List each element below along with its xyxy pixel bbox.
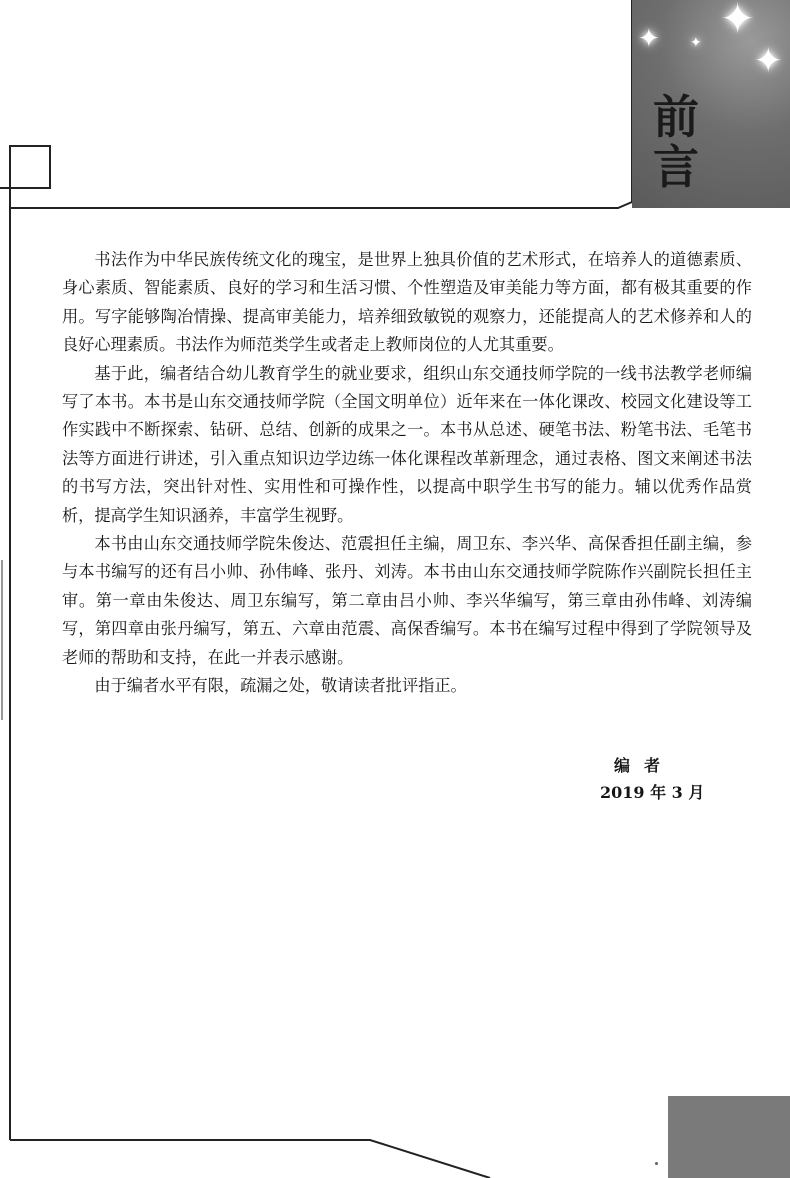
page-title [652, 92, 700, 192]
page-title-text: 前言 [653, 90, 699, 194]
bottom-corner-block [668, 1096, 790, 1178]
star-icon: ✦ [754, 41, 783, 81]
signature-author: 编者 [614, 756, 675, 775]
preface-body [62, 246, 752, 701]
star-icon: ✦ [690, 35, 702, 51]
frame-top-line [10, 0, 632, 208]
signature-block [600, 752, 730, 806]
frame-bottom-line [10, 1140, 490, 1178]
corner-square [10, 146, 50, 188]
signature-date: 2019 年 3 月 [600, 783, 705, 802]
page-dot [655, 1162, 658, 1165]
paragraph: 书法作为中华民族传统文化的瑰宝，是世界上独具价值的艺术形式，在培养人的道德素质、身心素质、智能素质、良好的学习和生活习惯、个性塑造及审美能力等方面，都有极其重要的作用。写字能够陶冶情操、提高审美能力，培养细致敏锐的观察力，还能提高人的艺术修养和人的良好心理素质。书法作为师范类学生或者走上教师岗位的人尤其重要。 [62, 250, 752, 355]
star-icon: ✦ [638, 24, 660, 54]
paragraph: 本书由山东交通技师学院朱俊达、范震担任主编，周卫东、李兴华、高保香担任副主编，参与本书编写的还有吕小帅、孙伟峰、张丹、刘涛。本书由山东交通技师学院陈作兴副院长担任主审。第一章由朱俊达、周卫东编写，第二章由吕小帅、李兴华编写，第三章由孙伟峰、刘涛编写，第四章由张丹编写，第五、六章由范震、高保香编写。本书在编写过程中得到了学院领导及老师的帮助和支持，在此一并表示感谢。 [62, 534, 752, 667]
star-icon: ✦ [720, 0, 756, 43]
paragraph: 由于编者水平有限，疏漏之处，敬请读者批评指正。 [94, 676, 467, 696]
paragraph: 基于此，编者结合幼儿教育学生的就业要求，组织山东交通技师学院的一线书法教学老师编写了本书。本书是山东交通技师学院（全国文明单位）近年来在一体化课改、校园文化建设等工作实践中不断探索、钻研、总结、创新的成果之一。本书从总述、硬笔书法、粉笔书法、毛笔书法等方面进行讲述，引入重点知识边学边练一体化课程改革新理念，通过表格、图文来阐述书法的书写方法，突出针对性、实用性和可操作性，以提高中职学生书写的能力。辅以优秀作品赏析，提高学生知识涵养，丰富学生视野。 [62, 363, 752, 525]
